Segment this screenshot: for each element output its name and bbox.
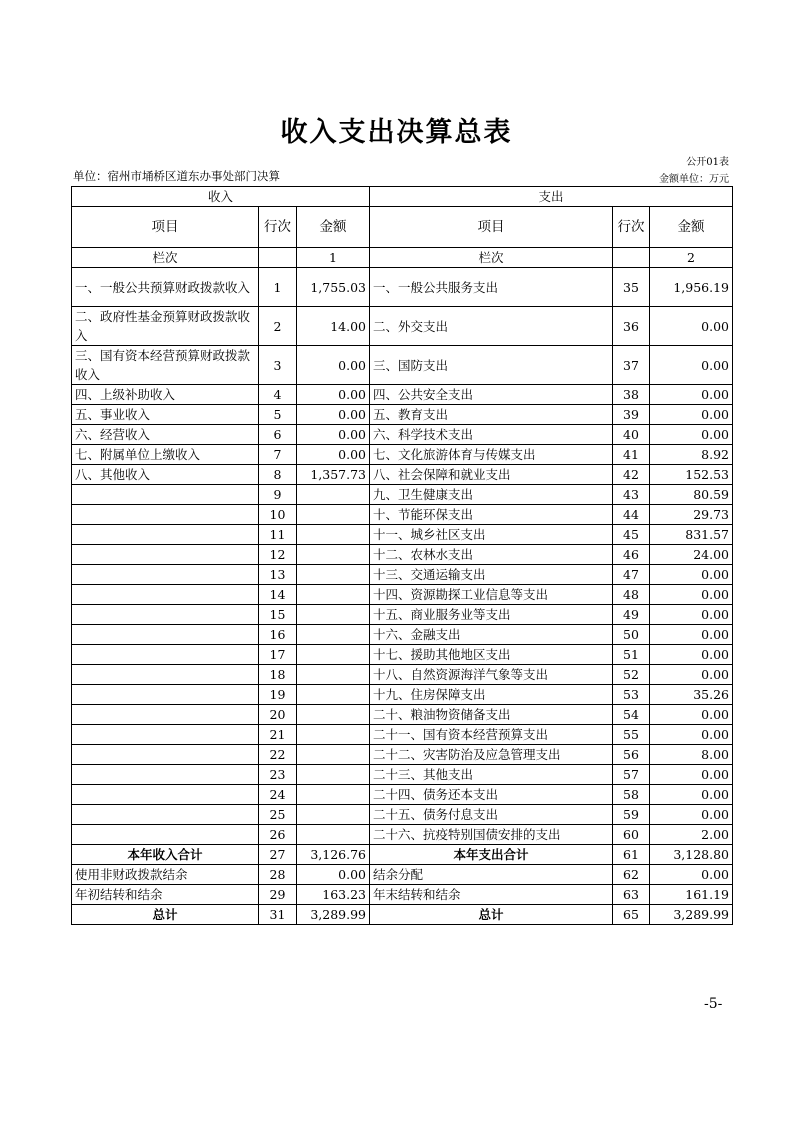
expense-item: 二十二、灾害防治及应急管理支出: [370, 745, 613, 765]
income-amount: [297, 705, 370, 725]
income-expense-table: [71, 186, 733, 925]
table-row: [72, 405, 733, 425]
expense-row-no-header: 行次: [613, 207, 650, 248]
expense-amount: 161.19: [650, 885, 733, 905]
income-row-no: 20: [259, 705, 297, 725]
table-row: [72, 785, 733, 805]
expense-amount: 0.00: [650, 385, 733, 405]
page-number: -5-: [704, 996, 723, 1012]
income-amount: 0.00: [297, 405, 370, 425]
income-item: [72, 485, 259, 505]
expense-item: 二十三、其他支出: [370, 765, 613, 785]
expense-item: 十一、城乡社区支出: [370, 525, 613, 545]
income-row-no: 24: [259, 785, 297, 805]
income-amount: 3,289.99: [297, 905, 370, 925]
income-item: 六、经营收入: [72, 425, 259, 445]
expense-row-no: 52: [613, 665, 650, 685]
income-row-no: 6: [259, 425, 297, 445]
income-item: [72, 825, 259, 845]
table-row: [72, 845, 733, 865]
expense-amount: 8.92: [650, 445, 733, 465]
table-row: [72, 645, 733, 665]
expense-row-no: 40: [613, 425, 650, 445]
income-row-no: 26: [259, 825, 297, 845]
expense-row-no: 59: [613, 805, 650, 825]
expense-row-no: 47: [613, 565, 650, 585]
income-row-no: 21: [259, 725, 297, 745]
income-row-no-header: 行次: [259, 207, 297, 248]
income-item: [72, 725, 259, 745]
income-row-no: 28: [259, 865, 297, 885]
expense-item: 二十、粮油物资储备支出: [370, 705, 613, 725]
income-amount: 14.00: [297, 307, 370, 346]
income-row-no: 19: [259, 685, 297, 705]
expense-item: 二十四、债务还本支出: [370, 785, 613, 805]
income-row-no: 5: [259, 405, 297, 425]
income-amount: 0.00: [297, 346, 370, 385]
empty-cell: [613, 248, 650, 268]
table-row: [72, 905, 733, 925]
expense-amount: 0.00: [650, 565, 733, 585]
expense-row-no: 49: [613, 605, 650, 625]
expense-row-no: 42: [613, 465, 650, 485]
income-row-no: 14: [259, 585, 297, 605]
income-row-no: 27: [259, 845, 297, 865]
table-row: [72, 585, 733, 605]
income-amount: 0.00: [297, 385, 370, 405]
expense-item: 二十六、抗疫特别国债安排的支出: [370, 825, 613, 845]
income-row-no: 25: [259, 805, 297, 825]
expense-amount: 0.00: [650, 805, 733, 825]
income-item: [72, 505, 259, 525]
expense-row-no: 45: [613, 525, 650, 545]
expense-item: 十三、交通运输支出: [370, 565, 613, 585]
income-amount: [297, 625, 370, 645]
expense-amount: 3,128.80: [650, 845, 733, 865]
expense-item: 十六、金融支出: [370, 625, 613, 645]
income-amount: [297, 505, 370, 525]
income-amount: [297, 745, 370, 765]
expense-row-no: 36: [613, 307, 650, 346]
income-item: [72, 605, 259, 625]
table-row: [72, 425, 733, 445]
money-unit: 金额单位：万元: [659, 174, 729, 185]
expense-amount: 2.00: [650, 825, 733, 845]
expense-amount: 831.57: [650, 525, 733, 545]
income-amount: [297, 545, 370, 565]
income-row-no: 10: [259, 505, 297, 525]
expense-amount: 0.00: [650, 865, 733, 885]
income-amount: [297, 605, 370, 625]
table-row: [72, 605, 733, 625]
income-row-no: 7: [259, 445, 297, 465]
expense-item: 年末结转和结余: [370, 885, 613, 905]
expense-row-no: 53: [613, 685, 650, 705]
table-row: [72, 465, 733, 485]
income-row-no: 16: [259, 625, 297, 645]
income-row-no: 2: [259, 307, 297, 346]
income-amount: [297, 825, 370, 845]
expense-row-no: 50: [613, 625, 650, 645]
income-amount: 0.00: [297, 445, 370, 465]
expense-amount: 29.73: [650, 505, 733, 525]
income-item: 四、上级补助收入: [72, 385, 259, 405]
expense-amount: 152.53: [650, 465, 733, 485]
income-item: 五、事业收入: [72, 405, 259, 425]
table-row: [72, 685, 733, 705]
income-row-no: 17: [259, 645, 297, 665]
income-row-no: 4: [259, 385, 297, 405]
income-item: [72, 565, 259, 585]
income-amount: [297, 645, 370, 665]
income-row-no: 1: [259, 268, 297, 307]
table-row: [72, 765, 733, 785]
expense-amount: 0.00: [650, 605, 733, 625]
expense-row-no: 60: [613, 825, 650, 845]
expense-row-no: 56: [613, 745, 650, 765]
income-amount-header: 金额: [297, 207, 370, 248]
expense-row-no: 46: [613, 545, 650, 565]
income-amount: 1,755.03: [297, 268, 370, 307]
income-amount: [297, 565, 370, 585]
expense-row-no: 48: [613, 585, 650, 605]
expense-item: 十、节能环保支出: [370, 505, 613, 525]
income-item: 三、国有资本经营预算财政拨款收入: [72, 346, 259, 385]
income-amount: 0.00: [297, 425, 370, 445]
table-row: [72, 745, 733, 765]
income-amount: 163.23: [297, 885, 370, 905]
expense-item: 十九、住房保障支出: [370, 685, 613, 705]
table-row: [72, 825, 733, 845]
expense-amount: 0.00: [650, 307, 733, 346]
income-row-no: 3: [259, 346, 297, 385]
income-column-label: 栏次: [72, 248, 259, 268]
income-amount: [297, 525, 370, 545]
income-item: 年初结转和结余: [72, 885, 259, 905]
income-item: 总计: [72, 905, 259, 925]
income-section-header: 收入: [72, 187, 370, 207]
expense-item: 二、外交支出: [370, 307, 613, 346]
page-title: 收入支出决算总表: [280, 117, 513, 148]
expense-amount: 0.00: [650, 425, 733, 445]
expense-amount: 0.00: [650, 705, 733, 725]
expense-amount: 0.00: [650, 346, 733, 385]
expense-amount: 0.00: [650, 585, 733, 605]
table-row: [72, 805, 733, 825]
income-amount: [297, 765, 370, 785]
income-row-no: 31: [259, 905, 297, 925]
expense-item: 总计: [370, 905, 613, 925]
income-row-no: 11: [259, 525, 297, 545]
expense-amount: 1,956.19: [650, 268, 733, 307]
expense-item: 五、教育支出: [370, 405, 613, 425]
expense-row-no: 58: [613, 785, 650, 805]
expense-item: 七、文化旅游体育与传媒支出: [370, 445, 613, 465]
table-row: [72, 625, 733, 645]
expense-item: 二十五、债务付息支出: [370, 805, 613, 825]
expense-row-no: 35: [613, 268, 650, 307]
table-row: [72, 705, 733, 725]
table-row: [72, 346, 733, 385]
income-amount: [297, 805, 370, 825]
income-item: [72, 525, 259, 545]
income-row-no: 13: [259, 565, 297, 585]
expense-row-no: 54: [613, 705, 650, 725]
income-row-no: 29: [259, 885, 297, 905]
table-row: [72, 525, 733, 545]
table-row: [72, 725, 733, 745]
income-amount: [297, 685, 370, 705]
income-item: [72, 645, 259, 665]
table-row: [72, 865, 733, 885]
expense-row-no: 65: [613, 905, 650, 925]
expense-amount: 0.00: [650, 405, 733, 425]
expense-amount-header: 金额: [650, 207, 733, 248]
expense-amount: 80.59: [650, 485, 733, 505]
expense-row-no: 62: [613, 865, 650, 885]
income-item: 使用非财政拨款结余: [72, 865, 259, 885]
expense-amount: 8.00: [650, 745, 733, 765]
income-item: [72, 745, 259, 765]
expense-item: 本年支出合计: [370, 845, 613, 865]
expense-amount: 0.00: [650, 765, 733, 785]
expense-amount: 0.00: [650, 785, 733, 805]
table-row: [72, 307, 733, 346]
table-row: [72, 445, 733, 465]
income-amount: [297, 485, 370, 505]
income-row-no: 23: [259, 765, 297, 785]
expense-row-no: 44: [613, 505, 650, 525]
expense-amount: 0.00: [650, 625, 733, 645]
expense-item: 十八、自然资源海洋气象等支出: [370, 665, 613, 685]
expense-row-no: 41: [613, 445, 650, 465]
income-amount: 3,126.76: [297, 845, 370, 865]
expense-row-no: 37: [613, 346, 650, 385]
income-amount: 0.00: [297, 865, 370, 885]
income-item: [72, 765, 259, 785]
income-item: 七、附属单位上缴收入: [72, 445, 259, 465]
expense-amount: 3,289.99: [650, 905, 733, 925]
income-item: [72, 785, 259, 805]
expense-column-label: 栏次: [370, 248, 613, 268]
table-row: [72, 545, 733, 565]
expense-section-header: 支出: [370, 187, 733, 207]
income-row-no: 15: [259, 605, 297, 625]
income-amount: [297, 725, 370, 745]
income-amount: 1,357.73: [297, 465, 370, 485]
expense-row-no: 51: [613, 645, 650, 665]
income-item: 一、一般公共预算财政拨款收入: [72, 268, 259, 307]
form-number: 公开01表: [686, 157, 729, 168]
income-amount: [297, 585, 370, 605]
expense-item: 八、社会保障和就业支出: [370, 465, 613, 485]
expense-row-no: 38: [613, 385, 650, 405]
empty-cell: [259, 248, 297, 268]
income-item: [72, 705, 259, 725]
table-row: [72, 885, 733, 905]
expense-amount: 0.00: [650, 665, 733, 685]
table-row: [72, 385, 733, 405]
reporting-unit: 单位：宿州市埇桥区道东办事处部门决算: [73, 169, 280, 183]
income-item: [72, 685, 259, 705]
income-item: 八、其他收入: [72, 465, 259, 485]
income-item: [72, 545, 259, 565]
table-row: [72, 485, 733, 505]
income-item: [72, 625, 259, 645]
expense-item: 一、一般公共服务支出: [370, 268, 613, 307]
income-item: [72, 805, 259, 825]
income-row-no: 12: [259, 545, 297, 565]
expense-item: 三、国防支出: [370, 346, 613, 385]
income-row-no: 22: [259, 745, 297, 765]
expense-item-header: 项目: [370, 207, 613, 248]
expense-item: 九、卫生健康支出: [370, 485, 613, 505]
income-row-no: 18: [259, 665, 297, 685]
expense-item: 六、科学技术支出: [370, 425, 613, 445]
expense-amount: 35.26: [650, 685, 733, 705]
expense-item: 二十一、国有资本经营预算支出: [370, 725, 613, 745]
income-item: 本年收入合计: [72, 845, 259, 865]
expense-item: 十四、资源勘探工业信息等支出: [370, 585, 613, 605]
income-amount: [297, 785, 370, 805]
income-amount: [297, 665, 370, 685]
expense-row-no: 55: [613, 725, 650, 745]
table-row: [72, 665, 733, 685]
expense-row-no: 63: [613, 885, 650, 905]
income-row-no: 8: [259, 465, 297, 485]
expense-row-no: 61: [613, 845, 650, 865]
expense-item: 四、公共安全支出: [370, 385, 613, 405]
expense-row-no: 39: [613, 405, 650, 425]
expense-item: 十七、援助其他地区支出: [370, 645, 613, 665]
expense-item: 结余分配: [370, 865, 613, 885]
expense-item: 十二、农林水支出: [370, 545, 613, 565]
income-item: [72, 665, 259, 685]
expense-amount: 24.00: [650, 545, 733, 565]
expense-row-no: 43: [613, 485, 650, 505]
table-row: [72, 505, 733, 525]
expense-column-number: 2: [650, 248, 733, 268]
income-item: [72, 585, 259, 605]
expense-amount: 0.00: [650, 645, 733, 665]
table-row: [72, 268, 733, 307]
table-row: [72, 565, 733, 585]
expense-item: 十五、商业服务业等支出: [370, 605, 613, 625]
income-column-number: 1: [297, 248, 370, 268]
income-item: 二、政府性基金预算财政拨款收入: [72, 307, 259, 346]
income-row-no: 9: [259, 485, 297, 505]
expense-row-no: 57: [613, 765, 650, 785]
expense-amount: 0.00: [650, 725, 733, 745]
income-item-header: 项目: [72, 207, 259, 248]
